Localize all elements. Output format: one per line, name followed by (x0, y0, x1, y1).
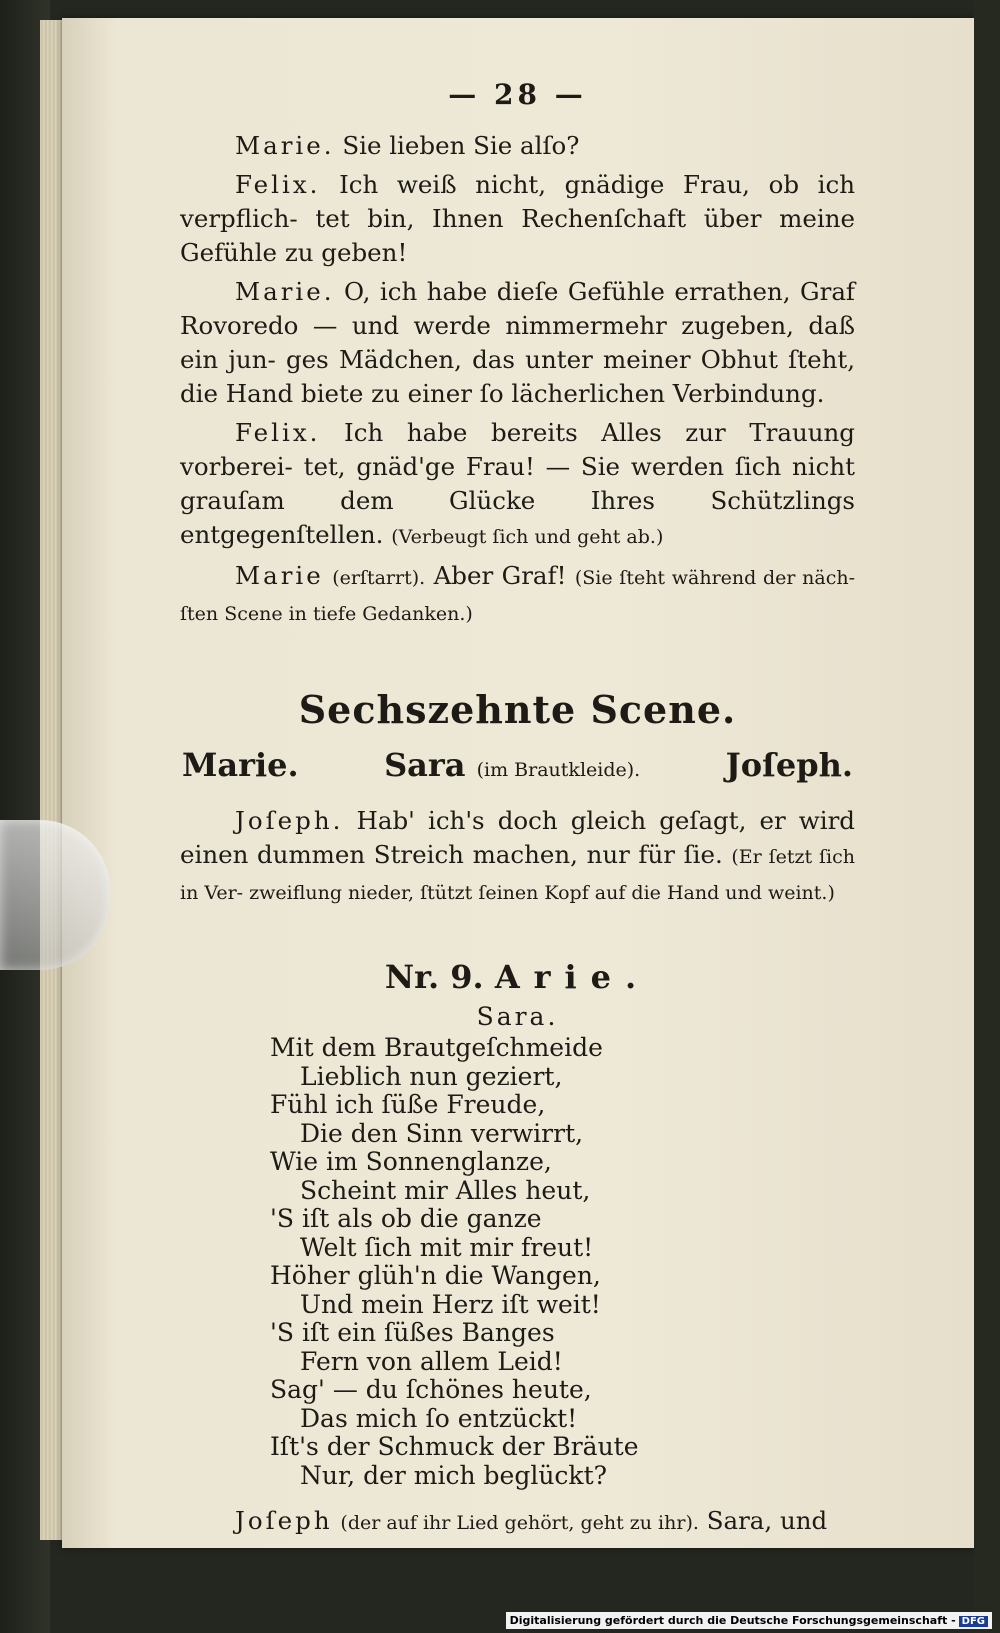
cast-list (180, 746, 855, 784)
aria-number: Nr. 9. (384, 958, 484, 996)
speech-text: Aber Graf! (425, 561, 575, 590)
stage-direction: (der auf ihr Lied gehört, geht zu ihr). (340, 1512, 699, 1534)
verse-line: Fühl ich ſüße Freude, (270, 1090, 546, 1119)
verse-line: Wie im Sonnenglanze, (270, 1147, 552, 1176)
stage-direction: (Verbeugt ſich und geht ab.) (391, 526, 664, 548)
verse-line: Mit dem Brautgeſchmeide (270, 1033, 603, 1062)
speech-marie-3 (180, 559, 855, 631)
verse-line: Die den Sinn verwirrt, (300, 1118, 584, 1148)
stage-direction: (Sie ſteht während der näch- ſten Scene in tiefe Gedanken.) (180, 567, 855, 625)
speech-felix-2 (180, 416, 855, 554)
verse-line: Und mein Herz iſt weit! (300, 1289, 601, 1319)
aria-heading (180, 958, 855, 996)
verse-line: 'S iſt ein ſüßes Banges (270, 1318, 555, 1347)
speaker-name: Marie. (235, 277, 335, 306)
aria-title: Arie. (494, 958, 651, 996)
page-text (180, 78, 855, 1545)
verse-line: Lieblich nun geziert, (300, 1061, 563, 1091)
speech-marie-2 (180, 275, 855, 411)
speaker-name: Felix. (235, 418, 321, 447)
speaker-name: Marie. (235, 131, 335, 160)
verse-line: Fern von allem Leid! (300, 1346, 563, 1376)
scan-background-right (974, 0, 1000, 1633)
verse-line: Iſt's der Schmuck der Bräute (270, 1432, 639, 1461)
speech-joseph-2 (180, 1504, 855, 1540)
verse-line: Scheint mir Alles heut, (300, 1175, 591, 1205)
verse-line: Höher glüh'n die Wangen, (270, 1261, 601, 1290)
verse-line: 'S iſt als ob die ganze (270, 1204, 542, 1233)
cast-sara: Sara (384, 746, 466, 784)
aria-singer: Sara. (476, 1002, 559, 1031)
speaker-name: Joſeph (235, 1506, 333, 1535)
verse-line: Nur, der mich beglückt? (300, 1460, 608, 1490)
verse-line: Sag' — du ſchönes heute, (270, 1375, 592, 1404)
speaker-name: Marie (235, 561, 324, 590)
speech-text: Sie lieben Sie alſo? (334, 131, 580, 160)
cast-note: (im Brautkleide). (476, 759, 641, 781)
page-number: — 28 — (448, 78, 587, 111)
speech-marie-1 (180, 129, 855, 163)
speech-text: O, ich habe dieſe Gefühle errathen, Graf Rovoredo — und werde nimmermehr zugeben, daß ein jun- ges Mädchen, das unter meiner Obhut ſteht, die Hand biete zu einer ſo lächerlichen Verbindung. (180, 277, 855, 408)
speech-felix-1 (180, 168, 855, 270)
speech-text: Hab' ich's doch gleich geſagt, er wird einen dummen Streich machen, nur für ſie. (180, 806, 855, 869)
cast-joseph: Joſeph. (725, 746, 853, 784)
verse-line: Welt ſich mit mir freut! (300, 1232, 594, 1262)
cast-marie: Marie. (182, 746, 299, 784)
verse-line: Das mich ſo entzückt! (300, 1403, 578, 1433)
cast-sara-group (384, 746, 640, 784)
scene-heading: Sechszehnte Scene. (298, 687, 737, 732)
credit-text: Digitalisierung gefördert durch die Deutsche Forschungsgemeinschaft - (509, 1614, 956, 1627)
speaker-name: Felix. (235, 170, 321, 199)
stage-direction-pre: (erſtarrt). (332, 567, 426, 589)
aria-verse (270, 1034, 855, 1490)
dfg-logo: DFG (959, 1616, 988, 1627)
speaker-name: Joſeph. (235, 806, 344, 835)
speech-text: Ich habe bereits Alles zur Trauung vorberei- tet, gnäd'ge Frau! — Sie werden ſich nicht grauſam dem Glücke Ihres Schützlings entgegenſtellen. (180, 418, 855, 549)
digitization-credit (506, 1612, 992, 1629)
speech-text: Ich weiß nicht, gnädige Frau, ob ich verpflich- tet bin, Ihnen Rechenſchaft über meine Gefühle zu geben! (180, 170, 855, 267)
speech-text: Sara, und (698, 1506, 828, 1535)
speech-joseph-1 (180, 804, 855, 910)
stage-direction: (Er ſetzt ſich in Ver- zweiflung nieder, ſtützt ſeinen Kopf auf die Hand und weint.) (180, 846, 855, 904)
